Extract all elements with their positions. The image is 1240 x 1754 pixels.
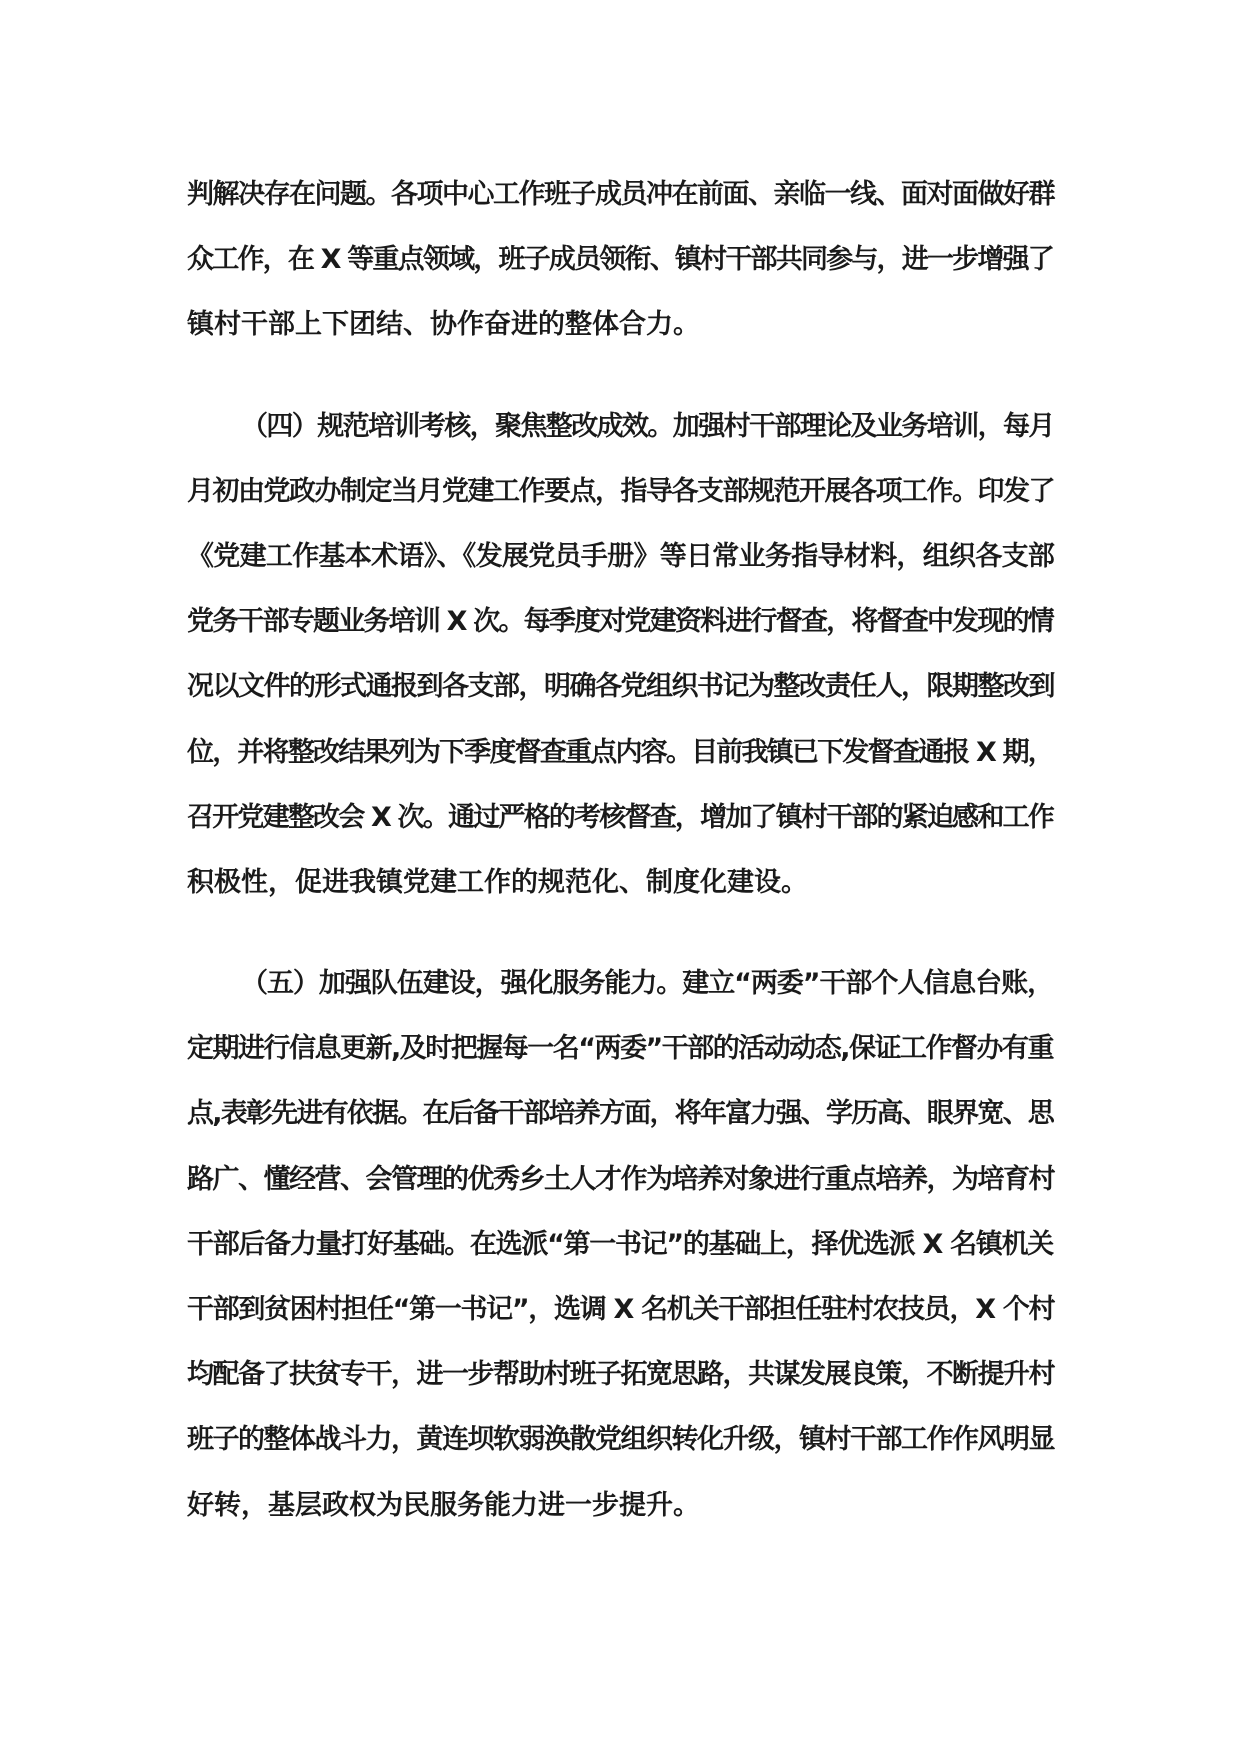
text-line: 党务干部专题业务培训 X 次。每季度对党建资料进行督查，将督查中发现的情: [187, 606, 1053, 638]
document-body: [187, 162, 1053, 1538]
text-line: 位，并将整改结果列为下季度督查重点内容。目前我镇已下发督查通报 X 期，: [187, 736, 1053, 768]
text-line: 好转，基层政权为民服务能力进一步提升。: [187, 1489, 700, 1521]
text-line: （四）规范培训考核，聚焦整改成效。加强村干部理论及业务培训，每月: [241, 410, 1054, 442]
text-line: 干部到贫困村担任“第一书记”，选调 X 名机关干部担任驻村农技员，X 个村: [187, 1294, 1055, 1325]
paragraph-gap: [187, 915, 1053, 951]
text-line: 判解决存在问题。各项中心工作班子成员冲在前面、亲临一线、面对面做好群: [187, 179, 1054, 210]
text-line: 均配备了扶贫专干，进一步帮助村班子拓宽思路，共谋发展良策，不断提升村: [187, 1359, 1054, 1391]
text-line: 班子的整体战斗力，黄连坝软弱涣散党组织转化升级，镇村干部工作作风明显: [187, 1424, 1054, 1456]
text-line: 定期进行信息更新,及时把握每一名“两委”干部的活动动态,保证工作督办有重: [187, 1033, 1054, 1065]
text-line: 干部后备力量打好基础。在选派“第一书记”的基础上，择优选派 X 名镇机关: [187, 1228, 1053, 1260]
paragraph-section-5: [187, 951, 1053, 1538]
text-line: 月初由党政办制定当月党建工作要点，指导各支部规范开展各项工作。印发了: [187, 475, 1054, 507]
paragraph-continuation: [187, 162, 1053, 358]
text-line: 积极性，促进我镇党建工作的规范化、制度化建设。: [187, 866, 808, 898]
text-line: 《党建工作基本术语》、《发展党员手册》等日常业务指导材料，组织各支部: [187, 540, 1055, 572]
paragraph-section-4: [187, 394, 1053, 916]
text-line: 众工作，在 X 等重点领域，班子成员领衔、镇村干部共同参与，进一步增强了: [187, 244, 1053, 276]
text-line: （五）加强队伍建设，强化服务能力。建立“两委”干部个人信息台账，: [241, 968, 1053, 1000]
text-line: 点,表彰先进有依据。在后备干部培养方面，将年富力强、学历高、眼界宽、思: [187, 1098, 1053, 1130]
text-line: 镇村干部上下团结、协作奋进的整体合力。: [187, 309, 700, 341]
text-line: 况以文件的形式通报到各支部，明确各党组织书记为整改责任人，限期整改到: [187, 671, 1054, 703]
paragraph-gap: [187, 358, 1053, 394]
text-line: 路广、懂经营、会管理的优秀乡土人才作为培养对象进行重点培养，为培育村: [187, 1163, 1054, 1195]
text-line: 召开党建整改会 X 次。通过严格的考核督查，增加了镇村干部的紧迫感和工作: [187, 801, 1053, 833]
